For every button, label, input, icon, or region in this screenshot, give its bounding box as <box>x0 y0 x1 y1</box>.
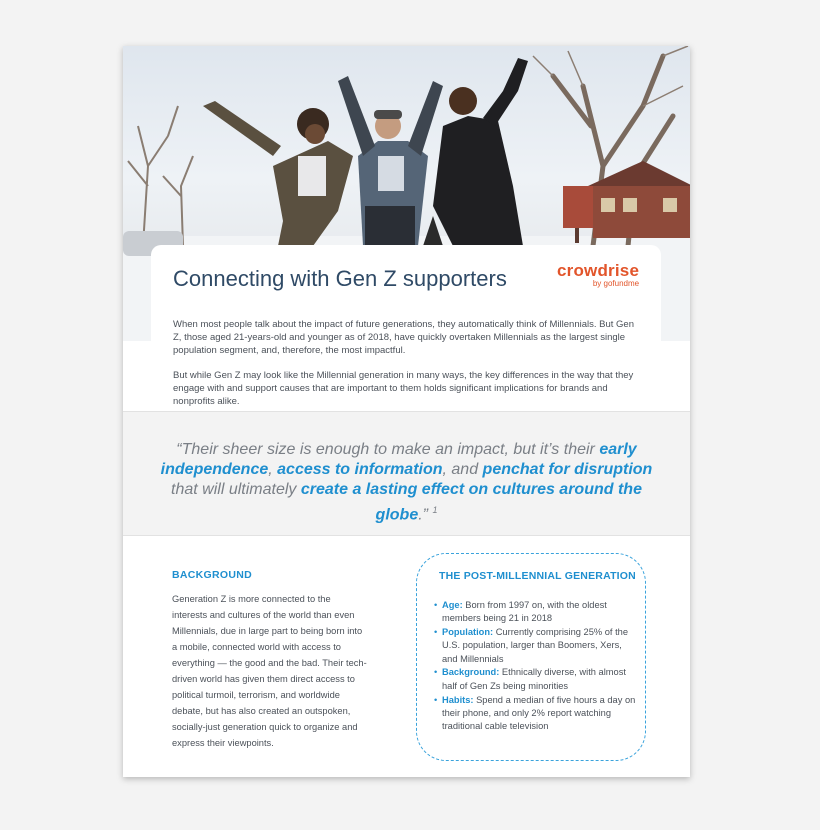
pull-quote <box>147 440 666 525</box>
post-millennial-box <box>416 553 646 761</box>
pull-quote-band <box>123 411 690 536</box>
page-title: Connecting with Gen Z supporters <box>173 266 507 291</box>
list-item-text: Born from 1997 on, with the oldest members being 21 in 2018 <box>442 600 607 624</box>
list-item-label: Habits: <box>442 694 474 705</box>
list-item-background <box>434 666 639 693</box>
quote-highlight-3: penchat for disruption <box>482 461 653 478</box>
list-item-text: Ethnically diverse, with almost half of Gen Zs being minorities <box>442 667 626 691</box>
quote-highlight-2: access to information <box>277 461 443 478</box>
bullet: • <box>434 694 438 705</box>
quote-text-5: .” <box>418 506 433 524</box>
list-item-label: Background: <box>442 667 500 678</box>
document-page <box>123 46 690 777</box>
background-heading: BACKGROUND <box>172 569 252 581</box>
post-millennial-list <box>434 599 639 734</box>
list-item-text: Currently comprising 25% of the U.S. population, larger than Boomers, Xers, and Millennials <box>442 627 628 664</box>
quote-text-2: , <box>268 461 278 478</box>
quote-text-3: , and <box>442 461 483 478</box>
logo-tagline: by gofundme <box>592 279 640 288</box>
bullet: • <box>434 600 438 610</box>
quote-highlight-1: early independence <box>160 441 637 478</box>
post-millennial-heading: THE POST-MILLENNIAL GENERATION <box>439 570 636 582</box>
list-item-population <box>434 626 639 666</box>
quote-text-4: that will ultimately <box>171 481 301 498</box>
list-item-label: Age: <box>442 600 463 610</box>
crowdrise-logo <box>557 261 639 288</box>
intro-text <box>173 318 643 420</box>
background-text: Generation Z is more connected to the interests and cultures of the world than even Millennials, due in large part to being born into a mobile, connected world with access to everything — the good and the bad. Their tech-driven world has given them direct access to political turmoil, terrorism, and worldwide debate, but has also created an outspoken, socially-just generation quick to organize and express their viewpoints. <box>172 594 367 748</box>
quote-text-1: “Their sheer size is enough to make an impact, but it’s their <box>176 441 600 458</box>
bullet: • <box>434 667 438 678</box>
intro-paragraph-1: When most people talk about the impact of future generations, they automatically think of Millennials. But Gen Z, those aged 21-years-old and younger as of 2018, have quickly overtaken Millennials as the largest single population segment, and, therefore, the most impactful. <box>173 319 635 356</box>
list-item-habits <box>434 694 639 734</box>
list-item-age <box>434 599 639 626</box>
logo-wordmark: crowdrise <box>557 261 640 280</box>
bullet: • <box>434 627 438 638</box>
intro-paragraph-2: But while Gen Z may look like the Millennial generation in many ways, the key differences in the way that they engage with and support causes that are important to them holds significant implications for brands and nonprofits alike. <box>173 370 634 407</box>
list-item-text: Spend a median of five hours a day on their phone, and only 2% report watching traditional cable television <box>442 694 636 732</box>
quote-highlight-4: create a lasting effect on cultures around the globe <box>300 481 642 524</box>
list-item-label: Population: <box>442 627 494 638</box>
quote-footnote: 1 <box>432 505 438 515</box>
